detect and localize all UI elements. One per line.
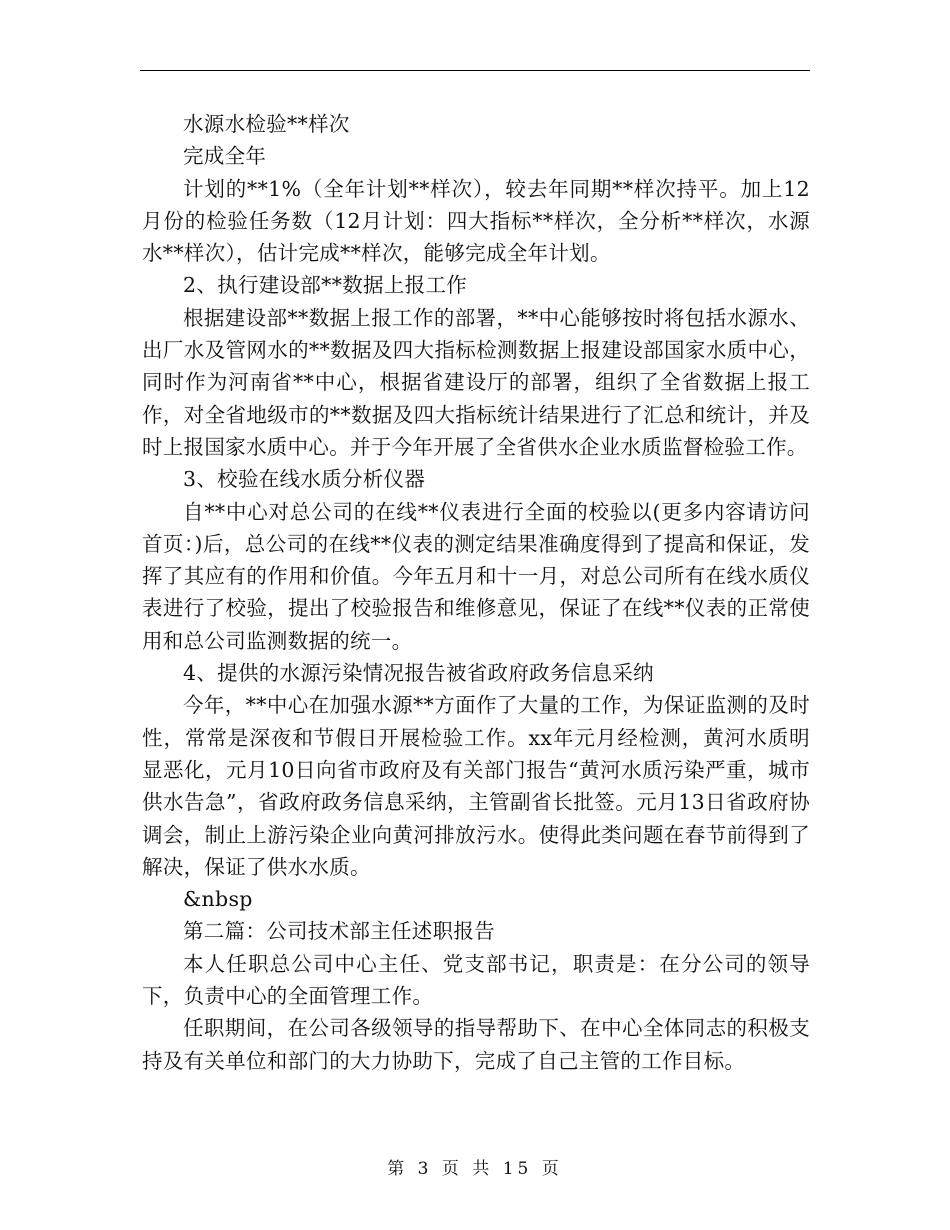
paragraph-1: 水源水检验**样次 [183, 112, 350, 136]
page-number-footer: 第 3 页 共 15 页 [387, 1159, 563, 1179]
paragraph-4: 根据建设部**数据上报工作的部署，**中心能够按时将包括水源水、出厂水及管网水的**数据及四大指标检测数据上报建设部国家水质中心，同时作为河南省**中心，根据省建设厅的部署，组织了全省数据上报工作，对全省地级市的**数据及四大指标统计结果进行了汇总和统计，并及时上报国家水质中心。并于今年开展了全省供水企业水质监督检验工作。 [142, 305, 810, 459]
paragraph-6: 今年，**中心在加强水源**方面作了大量的工作，为保证监测的及时性，常常是深夜和节假日开展检验工作。xx年元月经检测，黄河水质明显恶化，元月10日向省市政府及有关部门报告“黄河水质污染严重，城市供水告急”，省政府政务信息采纳，主管副省长批签。元月13日省政府协调会，制止上游污染企业向黄河排放污水。使得此类问题在春节前得到了解决，保证了供水水质。 [142, 693, 810, 879]
section-heading-2: 2、执行建设部**数据上报工作 [183, 273, 468, 298]
body-text [142, 108, 810, 1077]
paragraph-5: 自**中心对总公司的在线**仪表进行全面的校验以(更多内容请访问首页：)后，总公司的在线**仪表的测定结果准确度得到了提高和保证，发挥了其应有的作用和价值。今年五月和十一月，对总公司所有在线水质仪表进行了校验，提出了校验报告和维修意见，保证了在线**仪表的正常使用和总公司监测数据的统一。 [142, 499, 810, 653]
nbsp-text: &nbsp [183, 887, 253, 912]
paragraph-2: 完成全年 [183, 144, 267, 169]
paragraph-3: 计划的**1%（全年计划**样次），较去年同期**样次持平。加上12月份的检验任务数（12月计划：四大指标**样次，全分析**样次，水源水**样次），估计完成**样次，能够完成全年计划。 [142, 176, 810, 266]
paragraph-8: 任职期间，在公司各级领导的指导帮助下、在中心全体同志的积极支持及有关单位和部门的大力协助下，完成了自己主管的工作目标。 [142, 1016, 810, 1073]
paragraph-7: 本人任职总公司中心主任、党支部书记，职责是：在分公司的领导下，负责中心的全面管理工作。 [142, 951, 810, 1009]
part-two-title: 第二篇：公司技术部主任述职报告 [183, 919, 495, 944]
section-heading-4: 4、提供的水源污染情况报告被省政府政务信息采纳 [183, 661, 654, 686]
header-rule [140, 70, 810, 71]
section-heading-3: 3、校验在线水质分析仪器 [183, 467, 426, 492]
